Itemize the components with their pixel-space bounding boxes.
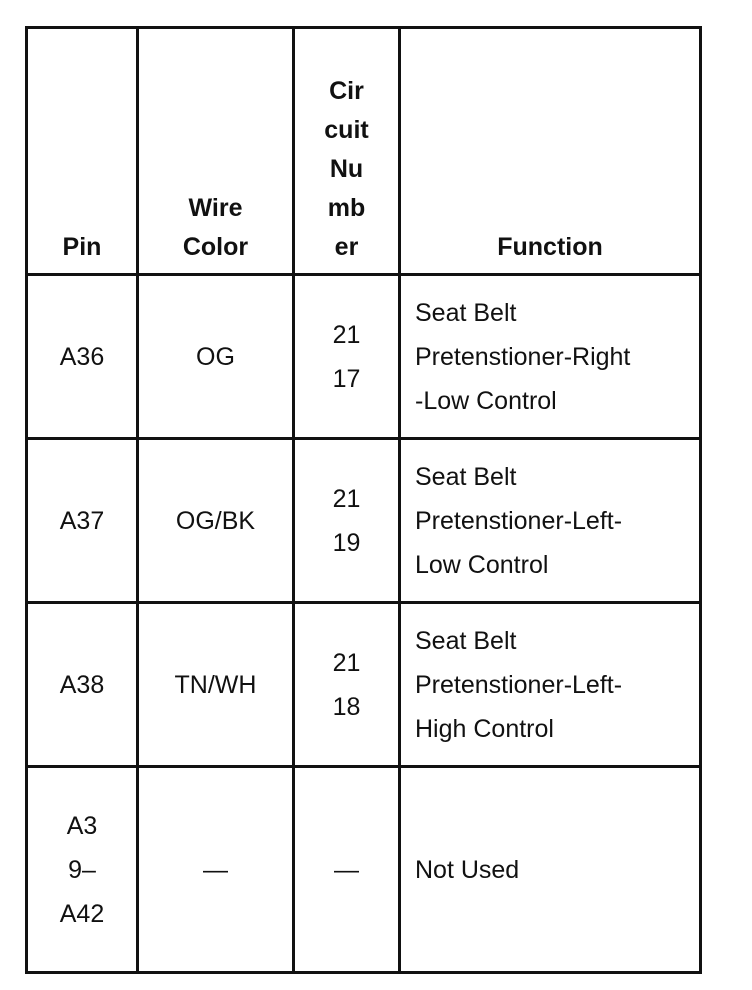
function-cell [400,603,701,767]
table-row [27,767,701,973]
table-row [27,439,701,603]
header-pin-label: Pin [62,233,102,261]
pin-cell [27,275,138,439]
circuit-value-line: 19 [332,528,361,557]
circuit-cell [294,439,400,603]
wire-color-value: TN/WH [174,670,257,699]
wire-color-cell [138,275,294,439]
circuit-value-line: 17 [332,364,361,393]
pin-cell [27,439,138,603]
pin-value: A38 [59,670,105,699]
circuit-value-line: 21 [332,648,361,677]
header-function-label: Function [497,233,603,261]
wire-color-cell [138,439,294,603]
function-line: Pretenstioner-Left- [415,506,623,535]
header-wire-color-line: Wire [188,194,243,222]
header-wire-color [138,28,294,275]
pin-value: A36 [59,342,105,371]
circuit-value-line: — [334,855,359,884]
function-cell [400,767,701,973]
circuit-value-line: 18 [332,692,361,721]
function-line: Seat Belt [415,626,517,655]
function-line: Seat Belt [415,462,517,491]
function-line: Seat Belt [415,298,517,327]
circuit-cell [294,767,400,973]
table-row [27,603,701,767]
circuit-cell [294,603,400,767]
table-header-row [27,28,701,275]
function-cell [400,439,701,603]
circuit-value-line: 21 [332,320,361,349]
header-circuit-line: cuit [324,116,369,144]
header-function [400,28,701,275]
header-circuit-number [294,28,400,275]
wire-color-value: — [203,855,228,884]
pin-value-line: 9– [68,855,96,884]
header-circuit-line: Nu [329,155,364,183]
function-line: Low Control [415,550,549,579]
header-circuit-line: er [334,233,359,261]
header-wire-color-line: Color [182,233,249,261]
function-line: Not Used [415,855,520,884]
header-circuit-line: mb [327,194,366,222]
function-line: Pretenstioner-Right [415,342,631,371]
header-circuit-line: Cir [329,77,364,105]
function-line: Pretenstioner-Left- [415,670,623,699]
function-line: -Low Control [415,386,557,415]
function-line: High Control [415,714,554,743]
pin-value: A37 [59,506,105,535]
circuit-value-line: 21 [332,484,361,513]
function-cell [400,275,701,439]
wire-color-value: OG [196,342,235,371]
circuit-cell [294,275,400,439]
pin-cell [27,603,138,767]
wire-color-value: OG/BK [175,506,256,535]
connector-pinout-table [25,26,702,974]
pin-cell [27,767,138,973]
pin-value-line: A3 [66,811,98,840]
header-pin [27,28,138,275]
wire-color-cell [138,767,294,973]
wire-color-cell [138,603,294,767]
pin-value-line: A42 [59,899,105,928]
table-row [27,275,701,439]
